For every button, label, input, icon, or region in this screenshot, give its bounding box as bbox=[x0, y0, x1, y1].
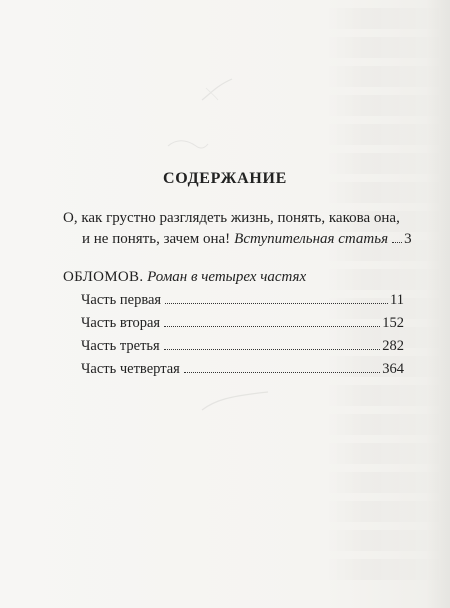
dot-leader bbox=[164, 326, 380, 327]
intro-page-number: 3 bbox=[404, 231, 412, 247]
toc-entry[interactable] bbox=[81, 292, 404, 315]
intro-title-text: и не понять, зачем она! bbox=[82, 231, 231, 247]
intro-title-line-1: О, как грустно разглядеть жизнь, понять, какова она, bbox=[63, 210, 400, 226]
intro-article-label: Вступительная статья bbox=[234, 231, 389, 247]
pencil-scribble-icon bbox=[166, 136, 210, 156]
entry-label: Часть третья bbox=[81, 338, 160, 354]
toc-entry[interactable] bbox=[81, 338, 404, 361]
dot-leader bbox=[184, 372, 380, 373]
entry-page-number: 152 bbox=[382, 315, 404, 331]
toc-entry[interactable] bbox=[81, 361, 404, 384]
page-title: СОДЕРЖАНИЕ bbox=[162, 170, 288, 187]
novel-heading bbox=[63, 267, 407, 287]
intro-entry[interactable] bbox=[63, 208, 412, 250]
entry-label: Часть первая bbox=[81, 292, 162, 308]
page-edge-shadow bbox=[426, 0, 450, 608]
novel-subtitle: Роман в четырех частях bbox=[147, 269, 307, 285]
intro-title-line-2 bbox=[82, 229, 412, 250]
dot-leader bbox=[165, 303, 388, 304]
entry-label: Часть четвертая bbox=[81, 361, 180, 377]
dot-leader bbox=[392, 242, 402, 243]
entry-label: Часть вторая bbox=[81, 315, 161, 331]
novel-title: ОБЛОМОВ. bbox=[63, 269, 144, 285]
entry-page-number: 282 bbox=[382, 338, 404, 354]
entry-page-number: 364 bbox=[382, 361, 404, 377]
entry-page-number: 11 bbox=[390, 292, 404, 308]
pencil-underline-icon bbox=[200, 388, 270, 416]
parts-list bbox=[81, 292, 404, 384]
dot-leader bbox=[164, 349, 381, 350]
pencil-mark-icon bbox=[198, 76, 236, 104]
toc-entry[interactable] bbox=[81, 315, 404, 338]
